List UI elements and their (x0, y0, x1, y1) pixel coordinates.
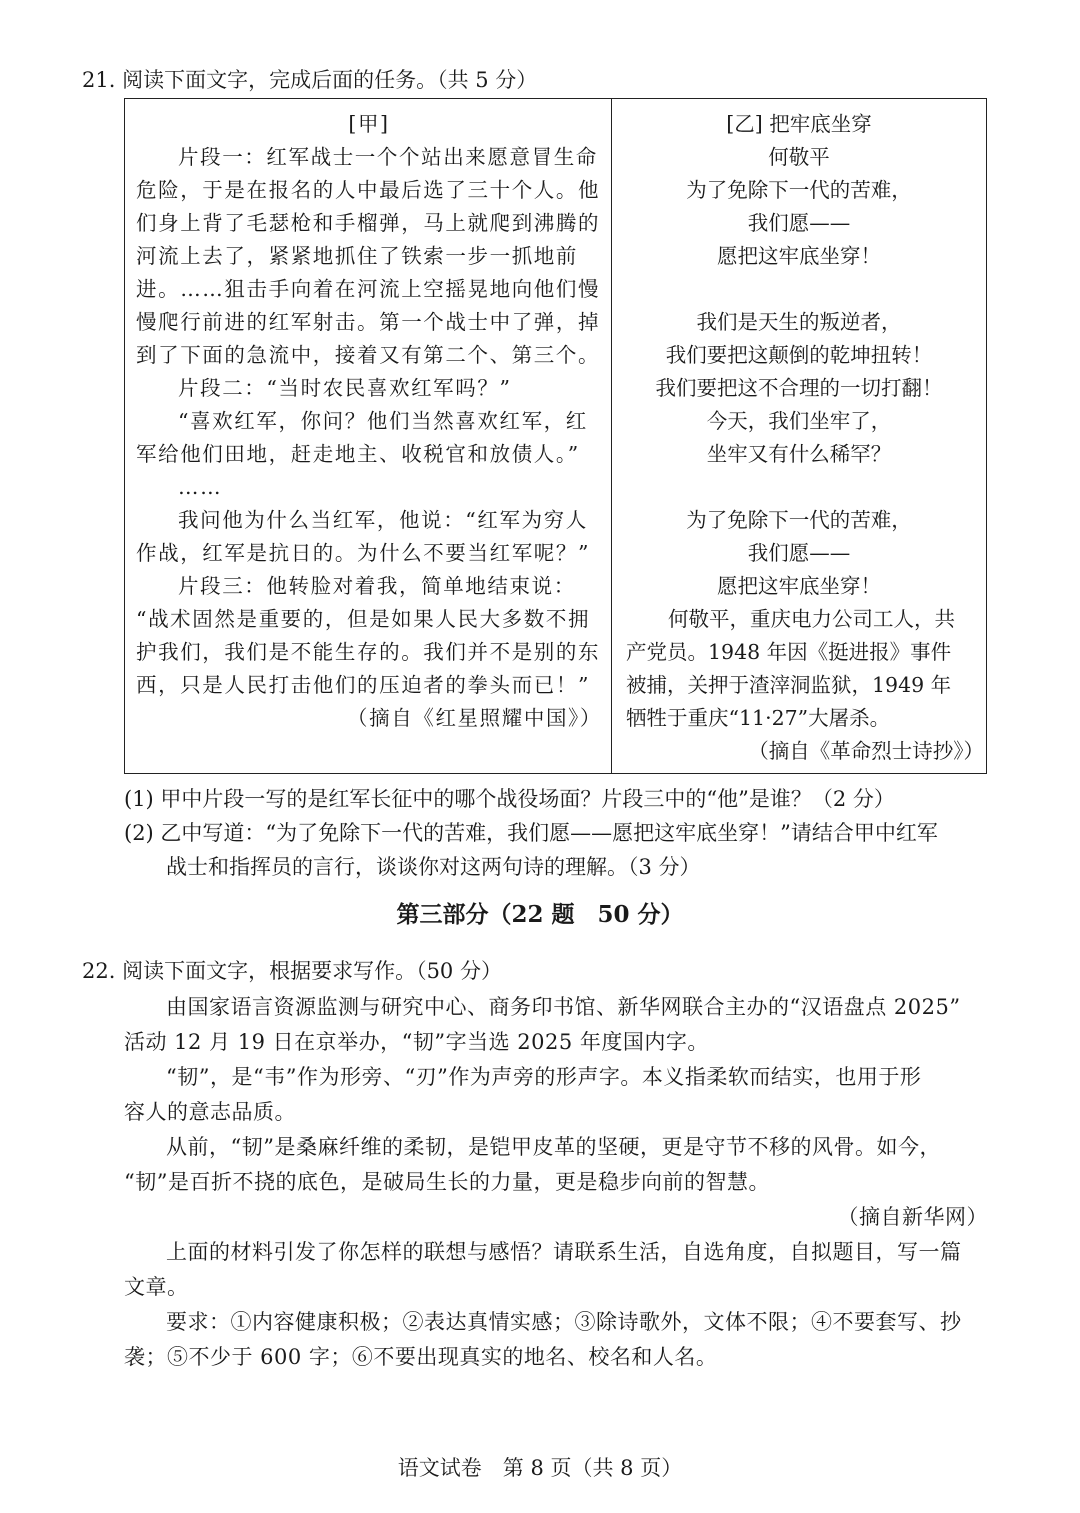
jia-line: 到了下面的急流中，接着又有第二个、第三个。 (136, 343, 601, 367)
table-divider (611, 98, 612, 774)
yi-author: 何敬平 (768, 145, 830, 169)
q22-material (124, 990, 988, 1375)
jia-line: 军给他们田地，赶走地主、收税官和放债人。” (136, 442, 580, 466)
q22-line: “韧”是百折不挠的底色，是破局生长的力量，更是稳步向前的智慧。 (124, 1170, 770, 1194)
passage-jia (136, 108, 602, 735)
q22-line: 容人的意志品质。 (124, 1100, 296, 1124)
q22-source: （摘自新华网） (837, 1205, 988, 1229)
q21-title: 21. 阅读下面文字，完成后面的任务。（共 5 分） (82, 68, 538, 92)
poem-line: 愿把这牢底坐穿！ (717, 244, 881, 268)
page-footer: 语文试卷 第 8 页（共 8 页） (397, 1456, 683, 1480)
poem-line: 坐牢又有什么稀罕？ (706, 442, 892, 466)
yi-note-line: 牺牲于重庆“11·27”大屠杀。 (626, 706, 891, 730)
q22-line: 从前，“韧”是桑麻纤维的柔韧，是铠甲皮革的坚硬，更是守节不移的风骨。如今， (166, 1135, 941, 1159)
jia-heading: [甲] (348, 112, 390, 136)
poem-line: 愿把这牢底坐穿！ (717, 574, 881, 598)
q22-prompt: 上面的材料引发了你怎样的联想与感悟？请联系生活，自选角度，自拟题目，写一篇 (166, 1240, 962, 1264)
jia-line: 危险，于是在报名的人中最后选了三十个人。他 (136, 178, 601, 202)
jia-source: （摘自《红星照耀中国》） (347, 706, 602, 730)
poem-line: 我们是天生的叛逆者， (696, 310, 902, 334)
q22-line: “韧”，是“韦”作为形旁、“刃”作为声旁的形声字。本义指柔软而结实，也用于形 (166, 1065, 922, 1089)
jia-line: 片段二：“当时农民喜欢红军吗？” (178, 376, 512, 400)
poem-line: 为了免除下一代的苦难， (686, 178, 912, 202)
poem-line: 我们要把这不合理的一切打翻！ (655, 376, 943, 400)
jia-line: 西，只是人民打击他们的压迫者的拳头而已！” (136, 673, 591, 697)
yi-note-line: 产党员。1948 年因《挺进报》事件 (626, 640, 952, 664)
jia-line: 们身上背了毛瑟枪和手榴弹，马上就爬到沸腾的 (136, 211, 601, 235)
yi-source: （摘自《革命烈士诗抄》） (748, 739, 984, 763)
jia-line: 片段三：他转脸对着我，简单地结束说： (178, 574, 576, 598)
jia-line: …… (178, 475, 223, 499)
q22-line: 由国家语言资源监测与研究中心、商务印书馆、新华网联合主办的“汉语盘点 2025” (166, 995, 961, 1019)
jia-line: 河流上去了，紧紧地抓住了铁索一步一抓地前 (136, 244, 578, 268)
q21-sub1: (1) 甲中片段一写的是红军长征中的哪个战役场面？片段三中的“他”是谁？（2 分） (124, 787, 895, 811)
poem-blank (614, 471, 984, 504)
section-3-title: 第三部分（22 题 50 分） (396, 901, 684, 928)
q22-requirements: 袭；⑤不少于 600 字；⑥不要出现真实的地名、校名和人名。 (124, 1345, 718, 1369)
jia-line: 我问他为什么当红军，他说：“红军为穷人 (178, 508, 588, 532)
poem-blank (614, 273, 984, 306)
poem-line: 我们要把这颠倒的乾坤扭转！ (665, 343, 933, 367)
poem-line: 我们愿—— (747, 541, 851, 565)
q21-sub2b: 战士和指挥员的言行，谈谈你对这两句诗的理解。（3 分） (166, 855, 701, 879)
jia-line: “战术固然是重要的，但是如果人民大多数不拥 (136, 607, 591, 631)
jia-line: 护我们，我们是不能生存的。我们并不是别的东 (136, 640, 601, 664)
yi-heading: [乙] 把牢底坐穿 (726, 112, 872, 136)
yi-note-line: 被捕，关押于渣滓洞监狱，1949 年 (626, 673, 952, 697)
passage-yi (614, 108, 984, 768)
poem-line: 今天，我们坐牢了， (706, 409, 892, 433)
q22-prompt: 文章。 (124, 1275, 189, 1299)
jia-line: 作战，红军是抗日的。为什么不要当红军呢？” (136, 541, 591, 565)
jia-line: 进。……狙击手向着在河流上空摇晃地向他们慢 (136, 277, 601, 301)
jia-line: “喜欢红军，你问？他们当然喜欢红军，红 (178, 409, 588, 433)
q22-line: 活动 12 月 19 日在京举办，“韧”字当选 2025 年度国内字。 (124, 1030, 709, 1054)
jia-line: 片段一：红军战士一个个站出来愿意冒生命 (178, 145, 598, 169)
yi-note-line: 何敬平，重庆电力公司工人，共 (668, 607, 955, 631)
poem-line: 我们愿—— (747, 211, 851, 235)
poem-line: 为了免除下一代的苦难， (686, 508, 912, 532)
jia-line: 慢爬行前进的红军射击。第一个战士中了弹，掉 (136, 310, 601, 334)
q22-requirements: 要求：①内容健康积极；②表达真情实感；③除诗歌外，文体不限；④不要套写、抄 (166, 1310, 962, 1334)
q22-title: 22. 阅读下面文字，根据要求写作。（50 分） (82, 959, 502, 983)
q21-sub2a: (2) 乙中写道：“为了免除下一代的苦难，我们愿——愿把这牢底坐穿！”请结合甲中红军 (124, 821, 938, 845)
